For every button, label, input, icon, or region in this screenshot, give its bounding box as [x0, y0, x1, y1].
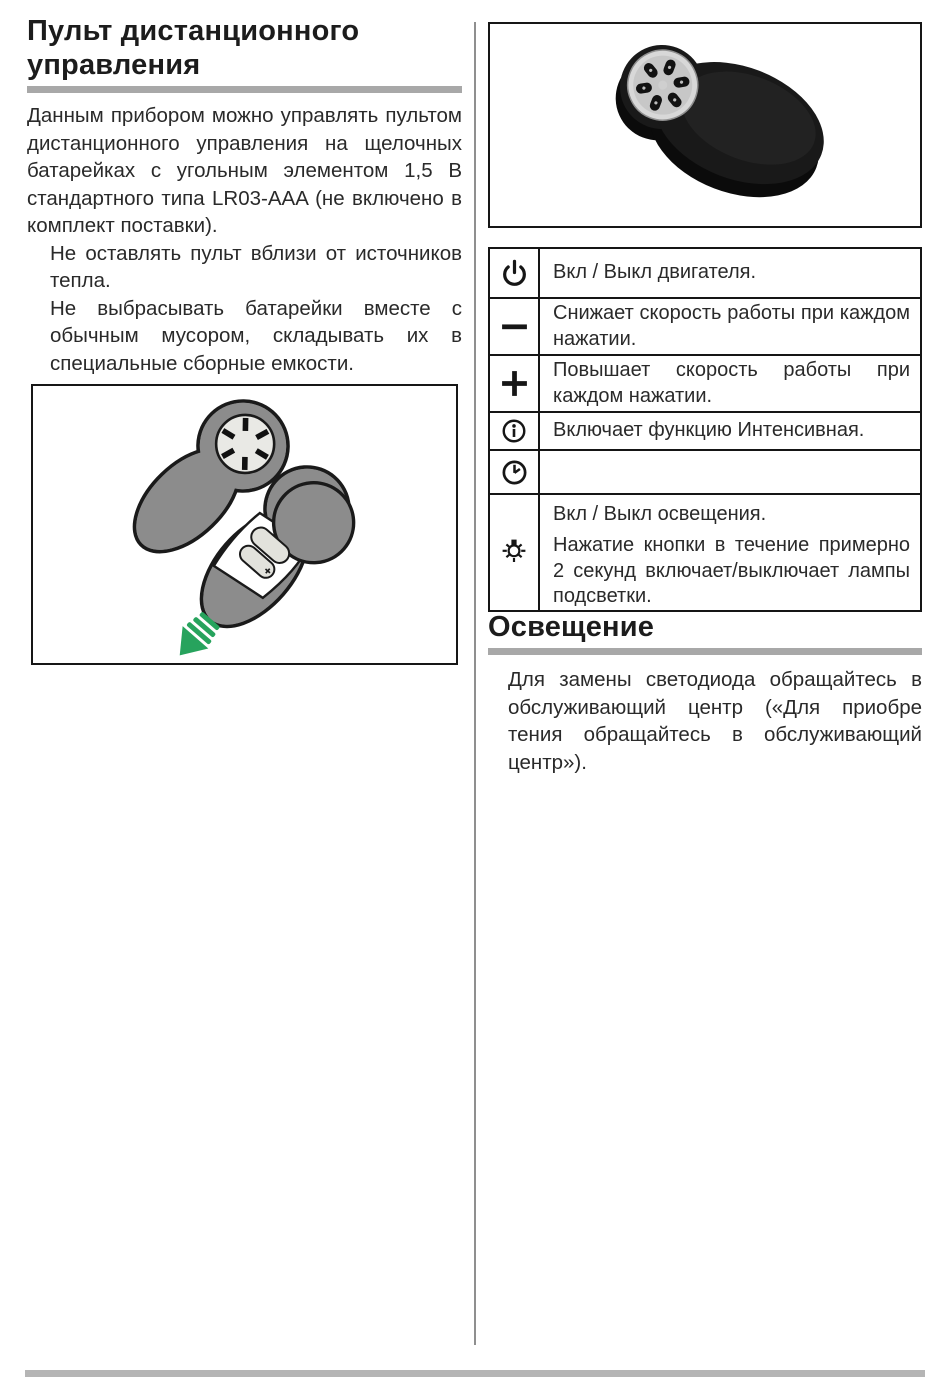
plus-icon	[490, 356, 540, 411]
table-cell-text: Нажатие кнопки в течение примерно 2 секунд включает/выключает лампы подсветки.	[553, 534, 910, 608]
table-row-minus	[490, 297, 920, 354]
timer-icon	[490, 451, 540, 493]
table-row-light	[490, 493, 920, 610]
remote-photo-box	[488, 22, 922, 228]
table-row-intensive	[490, 411, 920, 449]
table-cell-text: Вкл / Выкл двигателя.	[553, 261, 757, 284]
minus-icon	[490, 299, 540, 354]
info-icon	[490, 413, 540, 449]
note-batteries: Не выбрасывать батарейки вместе с обычным мусором, складывать их в специальные сборные емкости.	[50, 296, 462, 375]
title-rule	[27, 86, 462, 93]
table-row-power	[490, 249, 920, 297]
lighting-title: Освещение	[488, 611, 655, 643]
light-text-cells	[540, 495, 920, 610]
notes-block	[50, 240, 462, 378]
note-heat: Не оставлять пульт вблизи от источников тепла.	[50, 241, 462, 292]
battery-replacement-illustration	[33, 386, 456, 663]
battery-illustration-box	[31, 384, 458, 665]
table-cell-text: Повышает скорость работы при каждом нажатии.	[553, 359, 910, 407]
intro-paragraph: Данным прибором можно управлять пультом дистанционного управления на щелочных батарейках с угольным элементом 1,5 В стандартного типа LR03-AAA (не включено в комплект поставки).	[27, 104, 462, 237]
table-row-plus	[490, 354, 920, 411]
light-icon	[490, 495, 540, 610]
table-cell-text: Вкл / Выкл освещения.	[553, 502, 767, 525]
page-title: Пульт дистанционного управления	[27, 15, 360, 81]
power-icon	[490, 249, 540, 297]
lighting-section	[488, 610, 922, 776]
lighting-rule	[488, 648, 922, 655]
table-cell-text: Снижает скорость работы при каждом нажатии.	[553, 302, 910, 350]
table-cell-text	[540, 451, 920, 493]
table-row-timer	[490, 449, 920, 493]
remote-control-photo	[490, 24, 920, 226]
left-column	[27, 14, 462, 665]
lighting-paragraph: Для замены светодиода обращайтесь в обслуживающий центр («Для приобре тения обращайтесь в обслуживающий центр»).	[508, 668, 922, 774]
table-cell-text: Включает функцию Интенсивная.	[553, 419, 865, 442]
buttons-table	[488, 247, 922, 612]
column-divider	[474, 22, 476, 1345]
footer-bar	[25, 1370, 925, 1377]
